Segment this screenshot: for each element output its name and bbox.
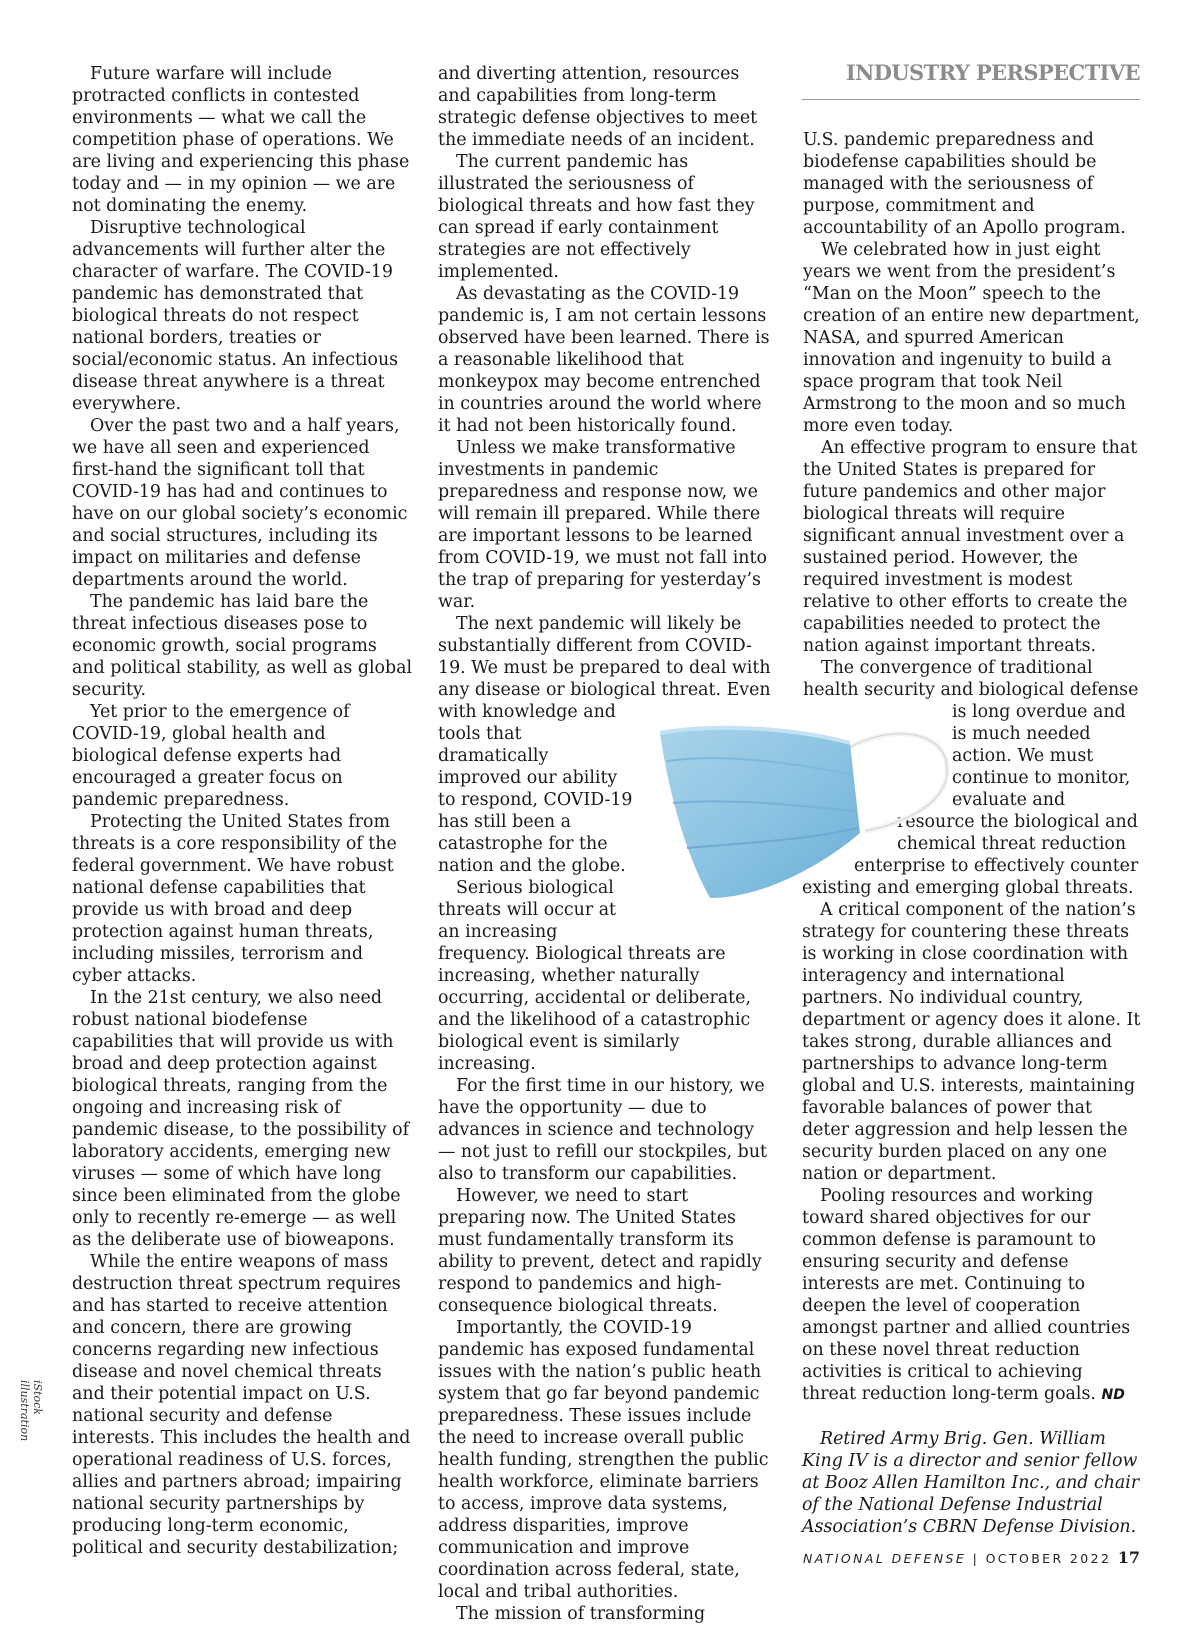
- paragraph: Over the past two and a half years, we have all seen and experienced first-hand the significant toll that COVID-19 has had and continues to have on our global society’s economic and social structures, including its impact on militaries and defense departments around the world.: [72, 416, 408, 590]
- author-bio: Retired Army Brig. Gen. William King IV is a director and senior fellow at Booz Allen Hamilton Inc., and chair of the National Defense Industrial Association’s CBRN Defense Division.: [802, 1429, 1140, 1537]
- footer-separator: |: [972, 1551, 980, 1566]
- paragraph: We celebrated how in just eight years we went from the president’s “Man on the Moon” speech to the creation of an entire new department, NASA, and spurred American innovation and ingenuity to build a space program that took Neil Armstrong to the moon and so much more even today.: [803, 240, 1140, 436]
- paragraph-text: Pooling resources and working toward shared objectives for our common defense is paramount to ensuring security and defense interests are met. Continuing to deepen the level of cooperation amongst partner and allied countries on these novel threat reduction activities is critical to achieving threat reduction long-term goals.: [802, 1186, 1131, 1404]
- end-mark: ND: [1101, 1387, 1125, 1403]
- paragraph: and diverting attention, resources and capabilities from long-term strategic defense objectives to meet the immediate needs of an incident.: [438, 64, 758, 150]
- paragraph: The current pandemic has illustrated the seriousness of biological threats and how fast they can spread if early containment strategies are not effectively implemented.: [438, 152, 755, 282]
- paragraph: In the 21st century, we also need robust national biodefense capabilities that will provide us with broad and deep protection against biological threats, ranging from the ongoing and increasing risk of pandemic disease, to the possibility of laboratory accidents, emerging new viruses — some of which have long since been eliminated from the globe only to recently re-emerge — as well as the deliberate use of bioweapons.: [72, 988, 410, 1250]
- image-credit: iStock illustration: [18, 1380, 44, 1442]
- paragraph: The pandemic has laid bare the threat infectious diseases pose to economic growth, social programs and political stability, as well as global security.: [72, 592, 413, 700]
- paragraph: However, we need to start preparing now. The United States must fundamentally transform its ability to prevent, detect and rapidly respond to pandemics and high-consequence biological threats.: [438, 1186, 762, 1316]
- mask-body: [660, 728, 860, 898]
- paragraph: Protecting the United States from threats is a core responsibility of the federal government. We have robust national defense capabilities that provide us with broad and deep protection against human threats, including missiles, terrorism and cyber attacks.: [72, 812, 397, 986]
- section-header: INDUSTRY PERSPECTIVE: [845, 60, 1140, 85]
- paragraph: For the first time in our history, we have the opportunity — due to advances in science and technology — not just to refill our stockpiles, but also to transform our capabilities.: [438, 1076, 768, 1184]
- publication-name: NATIONAL DEFENSE: [803, 1551, 967, 1566]
- paragraph: Disruptive technological advancements will further alter the character of warfare. The COVID-19 pandemic has demonstrated that biological threats do not respect national borders, treaties or social/economic status. An infectious disease threat anywhere is a threat everywhere.: [72, 218, 399, 414]
- paragraph: The convergence of traditional health security and biological defense is long overdue and is much needed action. We must continue to monitor, evaluate and resource the biological and chemical threat reduction enterprise to effectively counter existing and emerging global threats.: [802, 658, 1139, 898]
- paragraph: While the entire weapons of mass destruction threat spectrum requires and has started to receive attention and concern, there are growing concerns regarding new infectious disease and novel chemical threats and their potential impact on U.S. national security and defense interests. This includes the health and operational readiness of U.S. forces, allies and partners abroad; impairing national security partnerships by producing long-term economic, political and security destabilization;: [72, 1252, 411, 1558]
- paragraph: Unless we make transformative investments in pandemic preparedness and response now, we will remain ill prepared. While there are important lessons to be learned from COVID-19, we must not fall into the trap of preparing for yesterday’s war.: [438, 438, 767, 612]
- article-column-1: [72, 63, 414, 1559]
- paragraph: The next pandemic will likely be substantially different from COVID-19. We must be prepared to deal with any disease or biological threat. Even with knowledge and tools that dramatically improved our ability to respond, COVID-19 has still been a catastrophe for the nation and the globe.: [438, 614, 771, 876]
- paragraph: [802, 1185, 1142, 1406]
- paragraph: The mission of transforming: [456, 1604, 706, 1624]
- page-number: 17: [1117, 1548, 1140, 1567]
- paragraph: A critical component of the nation’s strategy for countering these threats is working in close coordination with interagency and international partners. No individual country, department or agency does it alone. It takes strong, durable alliances and partnerships to advance long-term global and U.S. interests, maintaining favorable balances of power that deter aggression and help lessen the security burden placed on any one nation or department.: [802, 900, 1141, 1184]
- issue-date: OCTOBER 2022: [985, 1551, 1112, 1566]
- header-rule: [802, 99, 1140, 100]
- paragraph: Future warfare will include protracted conflicts in contested environments — what we call the competition phase of operations. We are living and experiencing this phase today and — in my opinion — we are not dominating the enemy.: [72, 64, 410, 216]
- page-footer: [803, 1548, 1140, 1567]
- paragraph: As devastating as the COVID-19 pandemic is, I am not certain lessons observed have been learned. There is a reasonable likelihood that monkeypox may become entrenched in countries around the world where it had not been historically found.: [438, 284, 770, 436]
- paragraph: Serious biological threats will occur at an increasing frequency. Biological threats are increasing, whether naturally occurring, accidental or deliberate, and the likelihood of a catastrophic biological event is similarly increasing.: [438, 878, 751, 1074]
- paragraph: An effective program to ensure that the United States is prepared for future pandemics and other major biological threats will require significant annual investment over a sustained period. However, the required investment is modest relative to other efforts to create the capabilities needed to protect the nation against important threats.: [803, 438, 1138, 656]
- face-mask-illustration: [655, 713, 955, 903]
- paragraph: Yet prior to the emergence of COVID-19, global health and biological defense experts had encouraged a greater focus on pandemic preparedness.: [72, 702, 350, 810]
- paragraph: U.S. pandemic preparedness and biodefense capabilities should be managed with the seriousness of purpose, commitment and accountability of an Apollo program.: [803, 130, 1126, 238]
- paragraph: Importantly, the COVID-19 pandemic has exposed fundamental issues with the nation’s public heath system that go far beyond pandemic preparedness. These issues include the need to increase overall public health funding, strengthen the public health workforce, eliminate barriers to access, improve data systems, address disparities, improve communication and improve coordination across federal, state, local and tribal authorities.: [438, 1318, 769, 1602]
